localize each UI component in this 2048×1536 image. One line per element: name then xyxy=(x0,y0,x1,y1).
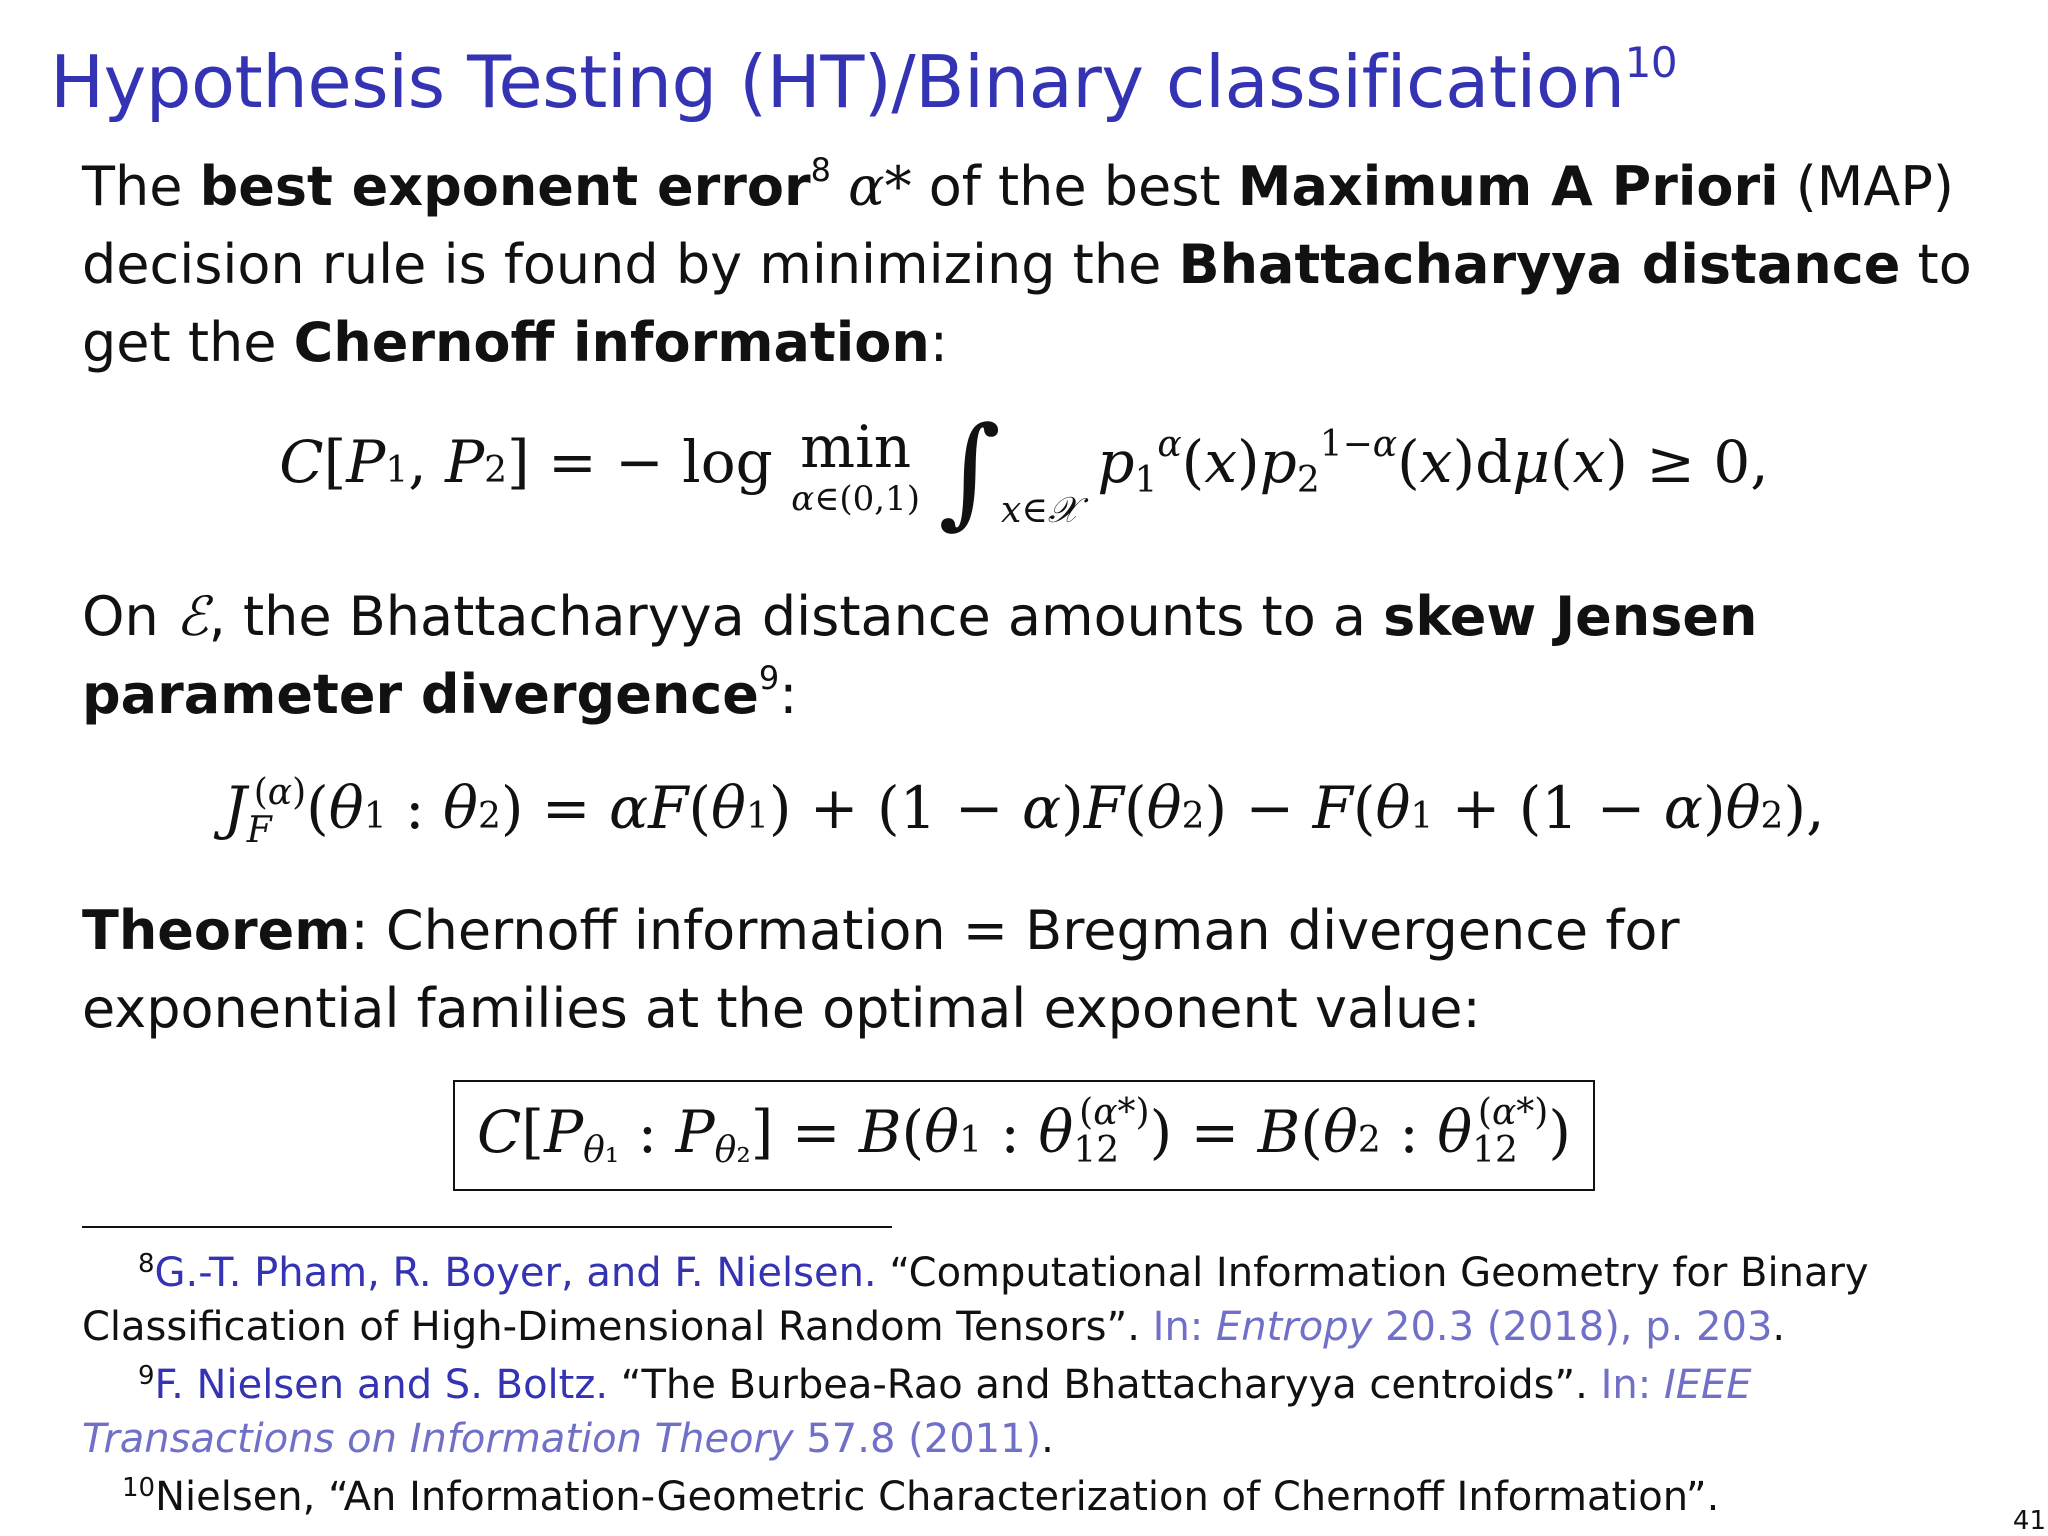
paragraph-chernoff-intro: The best exponent error$^8$ α* of the best Maximum A Priori (MAP) decision rule is found by minimizing the Bhattacharyya distance to get the Chernoff information: xyxy=(82,151,1972,374)
footnote-mark-9: 9 xyxy=(758,659,780,697)
footnote-mark-8: 8 xyxy=(810,151,831,189)
footnote-8-authors: G.-T. Pham, R. Boyer, and F. Nielsen. xyxy=(154,1250,877,1296)
footnote-9: $^9$F. Nielsen and S. Boltz. “The Burbea-Rao and Bhattacharyya centroids”. In: IEEE Transactions on Information Theory 57.8 (2011). xyxy=(82,1361,1752,1462)
term-theorem: Theorem xyxy=(82,899,351,962)
alpha-star-symbol: α* xyxy=(848,155,912,218)
term-chernoff-information: Chernoff information xyxy=(293,311,930,374)
footnote-10: $^{10}$Nielsen, “An Information-Geometric Characterization of Chernoff Information”. xyxy=(122,1473,1720,1520)
footnote-8-venue: Entropy xyxy=(1216,1304,1373,1350)
title-footnote-mark: 10 xyxy=(1624,38,1678,87)
footnote-8: $^8$G.-T. Pham, R. Boyer, and F. Nielsen. “Computational Information Geometry for Binary Classification of High-Dimensional Random Tensors”. In: Entropy 20.3 (2018), p. 203. xyxy=(82,1249,1869,1350)
footnote-divider xyxy=(82,1226,892,1228)
exponential-family-symbol: ℰ xyxy=(175,585,209,648)
footnote-9-venue: IEEE Transactions on Information Theory xyxy=(82,1362,1752,1462)
integral-sign: ∫ xyxy=(938,402,1001,541)
equation-chernoff-information: C[P1, P2] = − log min α∈(0,1) $\int_{x\in 𝒳}$ $p1^\alpha(x)p2^{1-\alpha}(x)d\mu(x) \ge 0$, xyxy=(279,402,1769,541)
paragraph-skew-jensen: On ℰ, the Bhattacharyya distance amounts to a skew Jensen parameter divergence$^9$: xyxy=(82,585,1758,726)
page-number: 41 xyxy=(2012,1506,2046,1536)
slide-title xyxy=(50,40,1677,124)
footnote-9-authors: F. Nielsen and S. Boltz. xyxy=(154,1362,609,1408)
term-map: Maximum A Priori xyxy=(1237,155,1779,218)
equation-skew-jensen: $J_F^{(\alpha)}(\theta 1$ : θ2) = αF(θ1) + (1 − α)F(θ2) − F(θ1 + (1 − α)θ2), xyxy=(223,772,1825,851)
theorem-box: C[Pθ₁ : Pθ₂] = B(θ1 : $\theta 12^{(\alpha*)}) = B(\theta 2$ : $\theta 12^{(\alpha*)}$) xyxy=(453,1080,1595,1191)
min-operator: min α∈(0,1) xyxy=(791,413,920,519)
paragraph-theorem: Theorem: Chernoff information = Bregman divergence for exponential families at the optimal exponent value: xyxy=(82,899,1680,1040)
term-best-exponent-error: best exponent error xyxy=(199,155,811,218)
term-bhattacharyya-distance: Bhattacharyya distance xyxy=(1178,233,1901,296)
term-skew-jensen-divergence: skew Jensen parameter divergence xyxy=(82,585,1758,726)
equation-theorem-boxed xyxy=(0,1080,2048,1191)
title-text: Hypothesis Testing (HT)/Binary classification xyxy=(50,40,1625,124)
